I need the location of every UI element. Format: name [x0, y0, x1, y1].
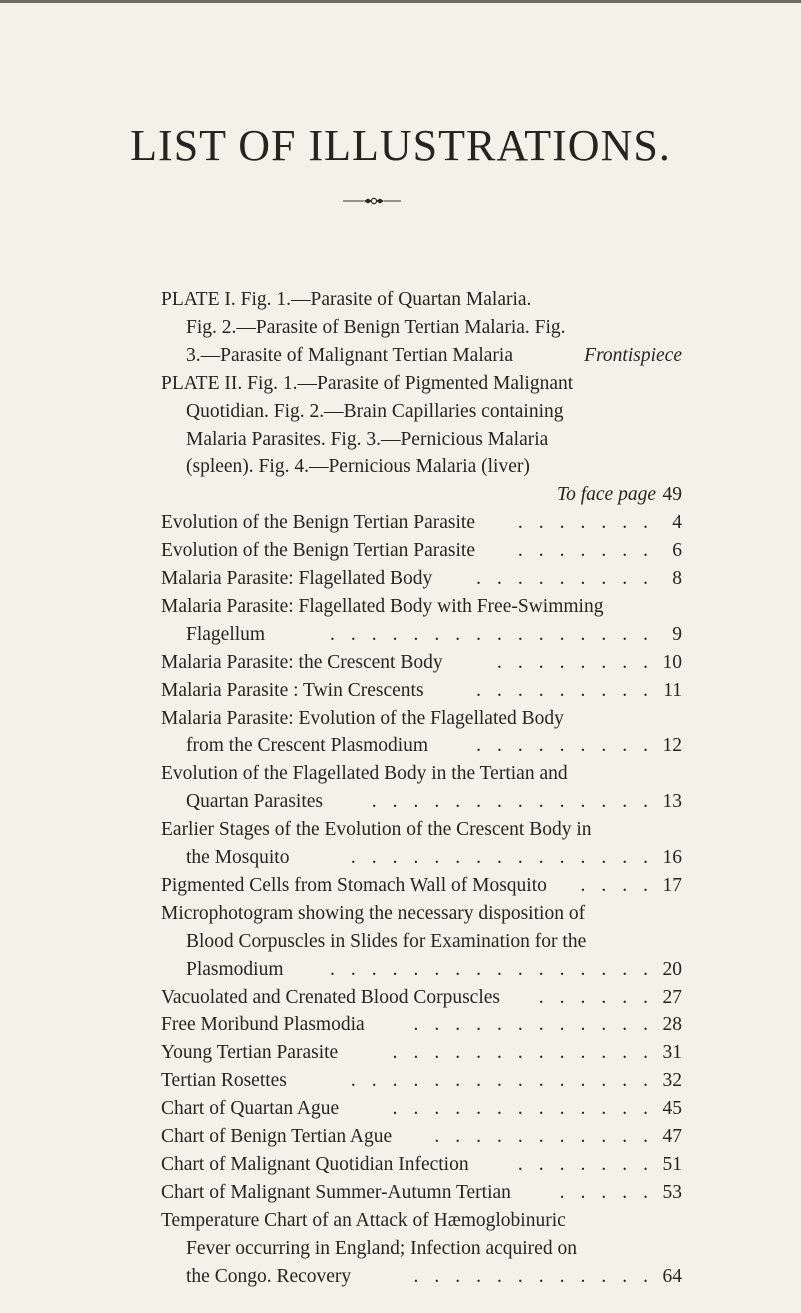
dot-leader: ......... — [476, 568, 664, 589]
page-number: 9 — [672, 624, 682, 645]
plate-line: 3.—Parasite of Malignant Tertian Malaria — [186, 345, 513, 366]
dot-leader: ....... — [517, 512, 664, 533]
entry-line: Chart of Malignant Quotidian Infection — [161, 1154, 469, 1175]
page-number: 45 — [662, 1098, 682, 1119]
dot-leader: ....... — [517, 1154, 664, 1175]
plate-line: Quotidian. Fig. 2.—Brain Capillaries containing — [186, 401, 564, 422]
dot-leader: ................ — [330, 624, 664, 645]
dot-leader: ............ — [413, 1014, 664, 1035]
entry-line: Evolution of the Benign Tertian Parasite — [161, 512, 475, 533]
entry-line: Quartan Parasites — [186, 791, 323, 812]
entry-line: Malaria Parasite: the Crescent Body — [161, 652, 443, 673]
entry-line: Pigmented Cells from Stomach Wall of Mosquito — [161, 875, 547, 896]
entry-line: Malaria Parasite: Flagellated Body — [161, 568, 433, 589]
entry-line: Chart of Benign Tertian Ague — [161, 1126, 393, 1147]
page-number: 47 — [662, 1126, 682, 1147]
dot-leader: ................ — [330, 959, 664, 980]
entry-line: Microphotogram showing the necessary disposition of — [161, 903, 586, 924]
entry-line: the Mosquito — [186, 847, 290, 868]
dot-leader: .... — [580, 875, 664, 896]
dot-leader: ......... — [476, 735, 664, 756]
page-number: 53 — [662, 1182, 682, 1203]
page-number: 4 — [672, 512, 682, 533]
entry-line: Malaria Parasite : Twin Crescents — [161, 680, 424, 701]
page-number: 27 — [662, 987, 682, 1008]
entry-line: Plasmodium — [186, 959, 284, 980]
entry-line: Flagellum — [186, 624, 266, 645]
entry-line: Fever occurring in England; Infection acquired on — [186, 1238, 577, 1259]
entry-line: from the Crescent Plasmodium — [186, 735, 429, 756]
dot-leader: ............. — [392, 1042, 664, 1063]
plate-line: PLATE I. Fig. 1.—Parasite of Quartan Malaria. — [161, 289, 532, 310]
entry-line: Free Moribund Plasmodia — [161, 1014, 365, 1035]
dot-leader: ............... — [350, 847, 664, 868]
entry-line: Evolution of the Benign Tertian Parasite — [161, 540, 475, 561]
dot-leader: ............... — [350, 1070, 664, 1091]
entry-line: Temperature Chart of an Attack of Hæmoglobinuric — [161, 1210, 566, 1231]
dot-leader: ........ — [497, 652, 664, 673]
page-number: 32 — [662, 1070, 682, 1091]
page-number: 13 — [662, 791, 682, 812]
plate-ref: Frontispiece — [584, 345, 682, 366]
dot-leader: ....... — [517, 540, 664, 561]
dot-leader: ........... — [434, 1126, 664, 1147]
entry-line: Evolution of the Flagellated Body in the Tertian and — [161, 763, 568, 784]
dot-leader: ......... — [476, 680, 664, 701]
page-number: 12 — [662, 735, 682, 756]
dot-leader: ...... — [538, 987, 664, 1008]
entry-line: Malaria Parasite: Flagellated Body with Free-Swimming — [161, 596, 604, 617]
plate-line: Fig. 2.—Parasite of Benign Tertian Malaria. Fig. — [186, 317, 566, 338]
entry-line: Earlier Stages of the Evolution of the Crescent Body in — [161, 819, 592, 840]
page-number: 17 — [662, 875, 682, 896]
entry-line: Tertian Rosettes — [161, 1070, 287, 1091]
page-number: 10 — [662, 652, 682, 673]
entry-line: Young Tertian Parasite — [161, 1042, 339, 1063]
entry-line: Chart of Malignant Summer-Autumn Tertian — [161, 1182, 511, 1203]
page-title: LIST OF ILLUSTRATIONS. — [130, 121, 671, 170]
plate-line: PLATE II. Fig. 1.—Parasite of Pigmented Malignant — [161, 373, 574, 394]
dot-leader: ............ — [413, 1266, 664, 1287]
dot-leader: ............. — [392, 1098, 664, 1119]
page-number: 51 — [662, 1154, 682, 1175]
page-number: 16 — [662, 847, 682, 868]
page-number: 64 — [662, 1266, 682, 1287]
page-number: 6 — [672, 540, 682, 561]
entry-line: Blood Corpuscles in Slides for Examination for the — [186, 931, 587, 952]
page-number: 11 — [663, 680, 682, 701]
plate-line: Malaria Parasites. Fig. 3.—Pernicious Malaria — [186, 429, 549, 450]
page-number: 28 — [662, 1014, 682, 1035]
plate-ref-label: To face page — [557, 484, 656, 505]
dot-leader: .............. — [371, 791, 664, 812]
page-number: 20 — [662, 959, 682, 980]
page-number: 49 — [662, 484, 682, 505]
entry-line: the Congo. Recovery — [186, 1266, 352, 1287]
plate-line: (spleen). Fig. 4.—Pernicious Malaria (liver) — [186, 456, 530, 477]
entry-line: Chart of Quartan Ague — [161, 1098, 340, 1119]
dot-leader: ..... — [559, 1182, 664, 1203]
entry-line: Malaria Parasite: Evolution of the Flagellated Body — [161, 708, 564, 729]
entry-line: Vacuolated and Crenated Blood Corpuscles — [161, 987, 500, 1008]
page-number: 8 — [672, 568, 682, 589]
page-number: 31 — [662, 1042, 682, 1063]
